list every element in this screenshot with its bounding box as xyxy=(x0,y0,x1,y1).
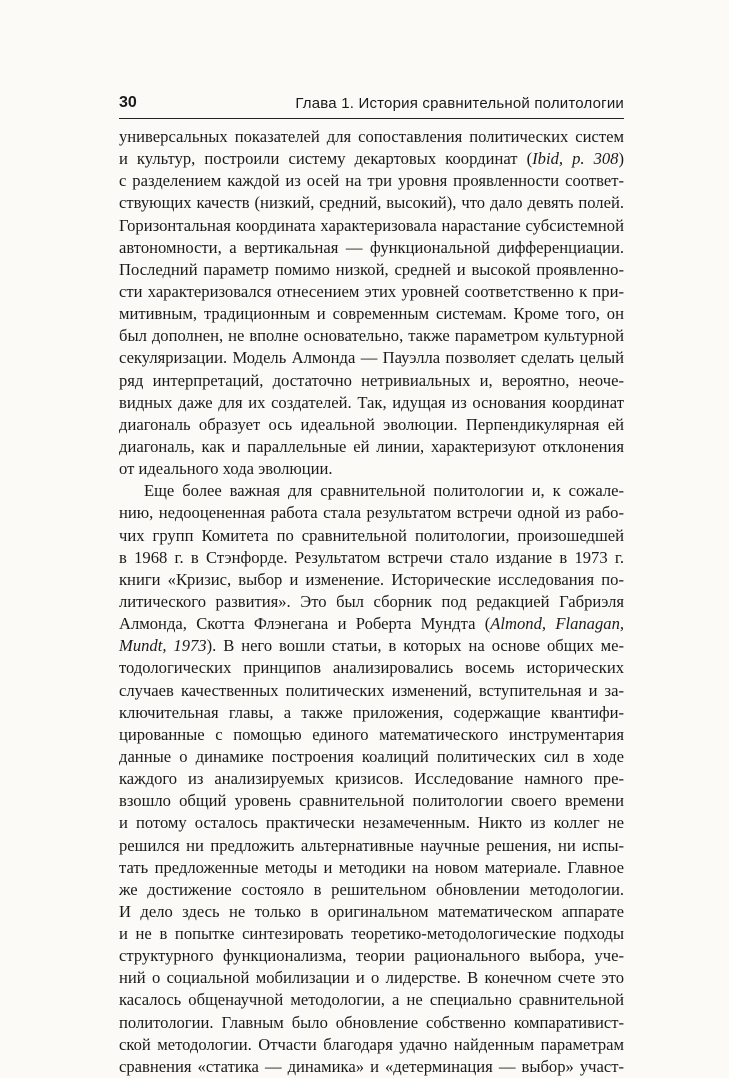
text-line: и культур, построили систему декартовых координат (Ibid, p. 308) xyxy=(119,149,624,169)
paragraph xyxy=(119,480,624,1078)
text-line: ключительная главы, а также приложения, содержащие квантифи- xyxy=(119,702,624,722)
citation: Almond, Flanagan, xyxy=(490,614,625,634)
text-line: случаев качественных политических изменений, вступительная и за- xyxy=(119,680,624,700)
citation: Mundt, 1973 xyxy=(119,636,207,656)
text-line: касалось общенаучной методологии, а не специально сравнительной xyxy=(119,990,624,1010)
text-line: ской методологии. Отчасти благодаря удачно найденным параметрам xyxy=(119,1034,624,1054)
text-line: Алмонда, Скотта Флэнегана и Роберта Мундта (Almond, Flanagan, xyxy=(119,614,625,634)
text-line: автономности, а вертикальная — функциональной дифференциации. xyxy=(119,237,624,257)
text-line: чих групп Комитета по сравнительной политологии, произошедшей xyxy=(119,525,624,545)
paragraph xyxy=(119,126,624,480)
page-number: 30 xyxy=(119,94,137,111)
text-line: и не в попытке синтезировать теоретико-методологические подходы xyxy=(119,924,624,944)
text-line: нию, недооцененная работа стала результатом встречи одной из рабо- xyxy=(119,503,624,523)
text-line: структурного функционализма, теории рационального выбора, уче- xyxy=(119,946,624,966)
text-line: тать предложенные методы и методики на новом материале. Главное xyxy=(119,857,624,877)
text-line: каждого из анализируемых кризисов. Исследование намного пре- xyxy=(119,769,624,789)
text-line: же достижение состояло в решительном обновлении методологии. xyxy=(119,879,624,899)
text-line: книги «Кризис, выбор и изменение. Исторические исследования по- xyxy=(119,569,624,589)
text-line: цированные с помощью единого математического инструментария xyxy=(119,724,624,744)
text-line: ряд интерпретаций, достаточно нетривиальных и, вероятно, неоче- xyxy=(119,370,624,390)
text-line: сти характеризовался отнесением этих уровней соответственно к при- xyxy=(119,281,624,301)
text-line: данные о динамике построения коалиций политических сил в ходе xyxy=(119,746,624,766)
text-line: был дополнен, не вполне основательно, также параметром культурной xyxy=(119,326,624,346)
text-line: в 1968 г. в Стэнфорде. Результатом встречи стало издание в 1973 г. xyxy=(119,547,624,567)
text-line: диагональ, как и параллельные ей линии, характеризуют отклонения xyxy=(119,436,624,456)
text-line: Горизонтальная координата характеризовала нарастание субсистемной xyxy=(119,215,624,235)
text-line: от идеального хода эволюции. xyxy=(119,459,333,479)
text-line: Mundt, 1973). В него вошли статьи, в которых на основе общих ме- xyxy=(119,636,624,656)
body-text xyxy=(119,126,624,1078)
text-line: решился ни предложить альтернативные научные решения, ни испы- xyxy=(119,835,624,855)
text-line: и потому осталось практически незамеченным. Никто из коллег не xyxy=(119,813,624,833)
text-line: тодологических принципов анализировались восемь исторических xyxy=(119,658,624,678)
text-line: универсальных показателей для сопоставления политических систем xyxy=(119,127,624,146)
chapter-title: Глава 1. История сравнительной политологии xyxy=(295,95,624,112)
text-line: секуляризации. Модель Алмонда — Пауэлла позволяет сделать целый xyxy=(119,348,624,368)
text-line: сравнения «статика — динамика» и «детерминация — выбор» участ- xyxy=(119,1056,624,1076)
text-line: видных даже для их создателей. Так, идущая из основания координат xyxy=(119,392,624,412)
text-line: Последний параметр помимо низкой, средней и высокой проявленно- xyxy=(119,259,624,279)
text-line: ний о социальной мобилизации и о лидерстве. В конечном счете это xyxy=(119,968,624,988)
header-rule xyxy=(119,118,624,119)
text-line: взошло общий уровень сравнительной политологии своего времени xyxy=(119,791,624,811)
text-line: митивным, традиционным и современным системам. Кроме того, он xyxy=(119,304,624,324)
text-line: литического развития». Это был сборник под редакцией Габриэля xyxy=(119,591,624,611)
citation: Ibid, p. 308 xyxy=(532,149,619,169)
text-line: И дело здесь не только в оригинальном математическом аппарате xyxy=(119,901,624,921)
text-line: с разделением каждой из осей на три уровня проявленности соответ- xyxy=(119,171,624,191)
text-line: диагональ образует ось идеальной эволюции. Перпендикулярная ей xyxy=(119,414,624,434)
text-line: ствующих качеств (низкий, средний, высокий), что дало девять полей. xyxy=(119,193,624,213)
text-line: политологии. Главным было обновление собственно компаративист- xyxy=(119,1012,624,1032)
text-line: Еще более важная для сравнительной политологии и, к сожале- xyxy=(144,481,624,501)
running-header xyxy=(119,94,624,116)
